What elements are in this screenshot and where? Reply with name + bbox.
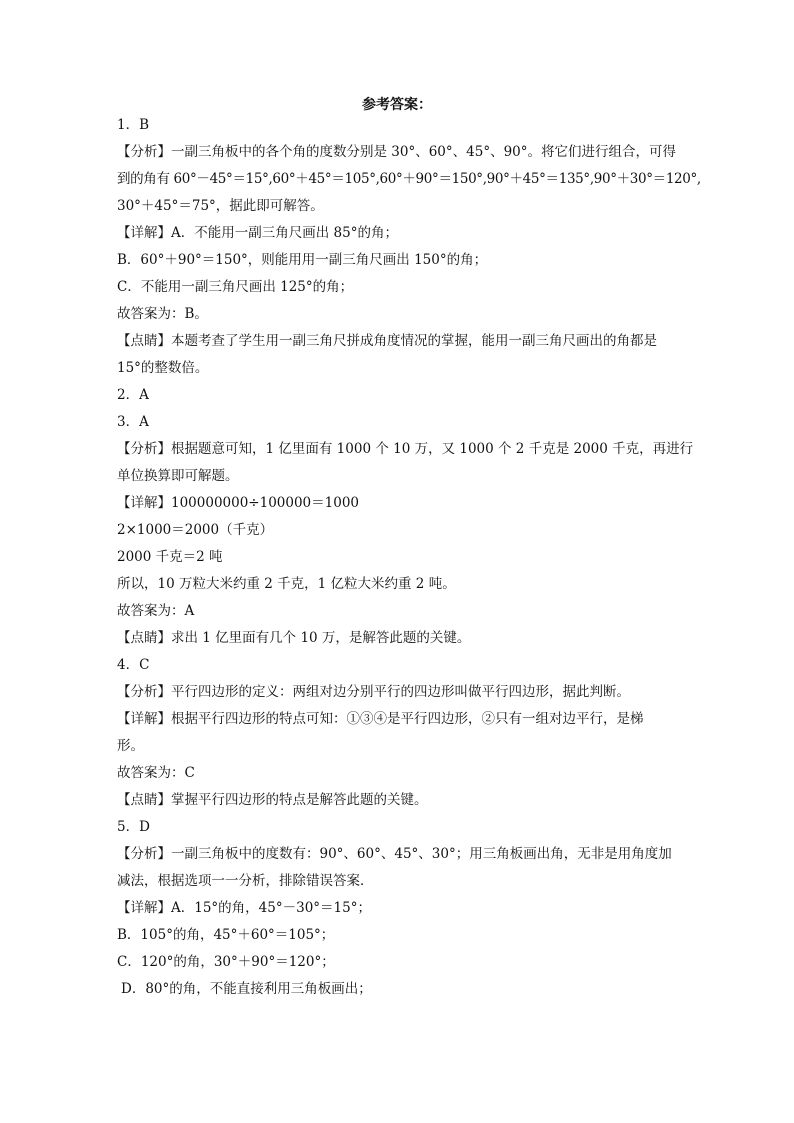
answer-line: 【点睛】本题考查了学生用一副三角尺拼成角度情况的掌握，能用一副三角尺画出的角都是 — [117, 333, 657, 349]
answer-line: 【点睛】求出 1 亿里面有几个 10 万，是解答此题的关键。 — [117, 630, 471, 646]
answer-line: 【详解】根据平行四边形的特点可知：①③④是平行四边形，②只有一组对边平行，是梯 — [117, 711, 644, 727]
answer-line: 2000 千克＝2 吨 — [117, 549, 223, 565]
answer-line: 2×1000＝2000（千克） — [117, 522, 274, 538]
answer-line: 1．B — [117, 117, 150, 133]
page-title: 参考答案： — [362, 97, 432, 113]
answer-line: B．105°的角，45°＋60°＝105°； — [117, 927, 335, 943]
answer-line: 5．D — [117, 819, 150, 835]
answer-line: 到的角有 60°－45°＝15°,60°＋45°＝105°,60°＋90°＝150°,90°＋45°＝135°,90°＋30°＝120°, — [117, 171, 701, 187]
answer-line: 【点睛】掌握平行四边形的特点是解答此题的关键。 — [117, 792, 428, 808]
answer-line: C．120°的角，30°＋90°＝120°； — [117, 954, 335, 970]
answer-line: 【详解】100000000÷100000＝1000 — [117, 495, 360, 511]
answer-line: 30°＋45°＝75°，据此即可解答。 — [117, 198, 324, 214]
answer-line: 4．C — [117, 657, 150, 673]
answer-line: 【分析】根据题意可知，1 亿里面有 1000 个 10 万，又 1000 个 2 千克是 2000 千克，再进行 — [117, 441, 694, 457]
answer-line: C．不能用一副三角尺画出 125°的角； — [117, 279, 354, 295]
answer-line: 【分析】平行四边形的定义：两组对边分别平行的四边形叫做平行四边形，据此判断。 — [117, 684, 630, 700]
answer-line: 【详解】A．15°的角，45°－30°＝15°； — [117, 900, 371, 916]
answer-line: 故答案为：C — [117, 765, 195, 781]
answer-line: 形。 — [117, 738, 144, 754]
answer-line: 单位换算即可解题。 — [117, 468, 239, 484]
answer-line: 减法，根据选项一一分析，排除错误答案． — [117, 873, 374, 889]
answer-line: 故答案为：A — [117, 603, 195, 619]
answer-line: 3．A — [117, 414, 149, 430]
answer-line: 15°的整数倍。 — [117, 360, 209, 376]
answer-line: 【分析】一副三角板中的度数有：90°、60°、45°、30°；用三角板画出角，无非是用角度加 — [117, 846, 672, 862]
answer-line: 2．A — [117, 387, 149, 403]
answer-line: 故答案为：B。 — [117, 306, 208, 322]
answer-line: 【详解】A．不能用一副三角尺画出 85°的角； — [117, 225, 398, 241]
answer-line: 【分析】一副三角板中的各个角的度数分别是 30°、60°、45°、90°。将它们进行组合，可得 — [117, 144, 677, 160]
answer-line: D．80°的角，不能直接利用三角板画出； — [121, 981, 372, 997]
answer-content — [117, 112, 701, 1003]
answer-line: B．60°＋90°＝150°，则能用用一副三角尺画出 150°的角； — [117, 252, 488, 268]
answer-line: 所以，10 万粒大米约重 2 千克，1 亿粒大米约重 2 吨。 — [117, 576, 456, 592]
